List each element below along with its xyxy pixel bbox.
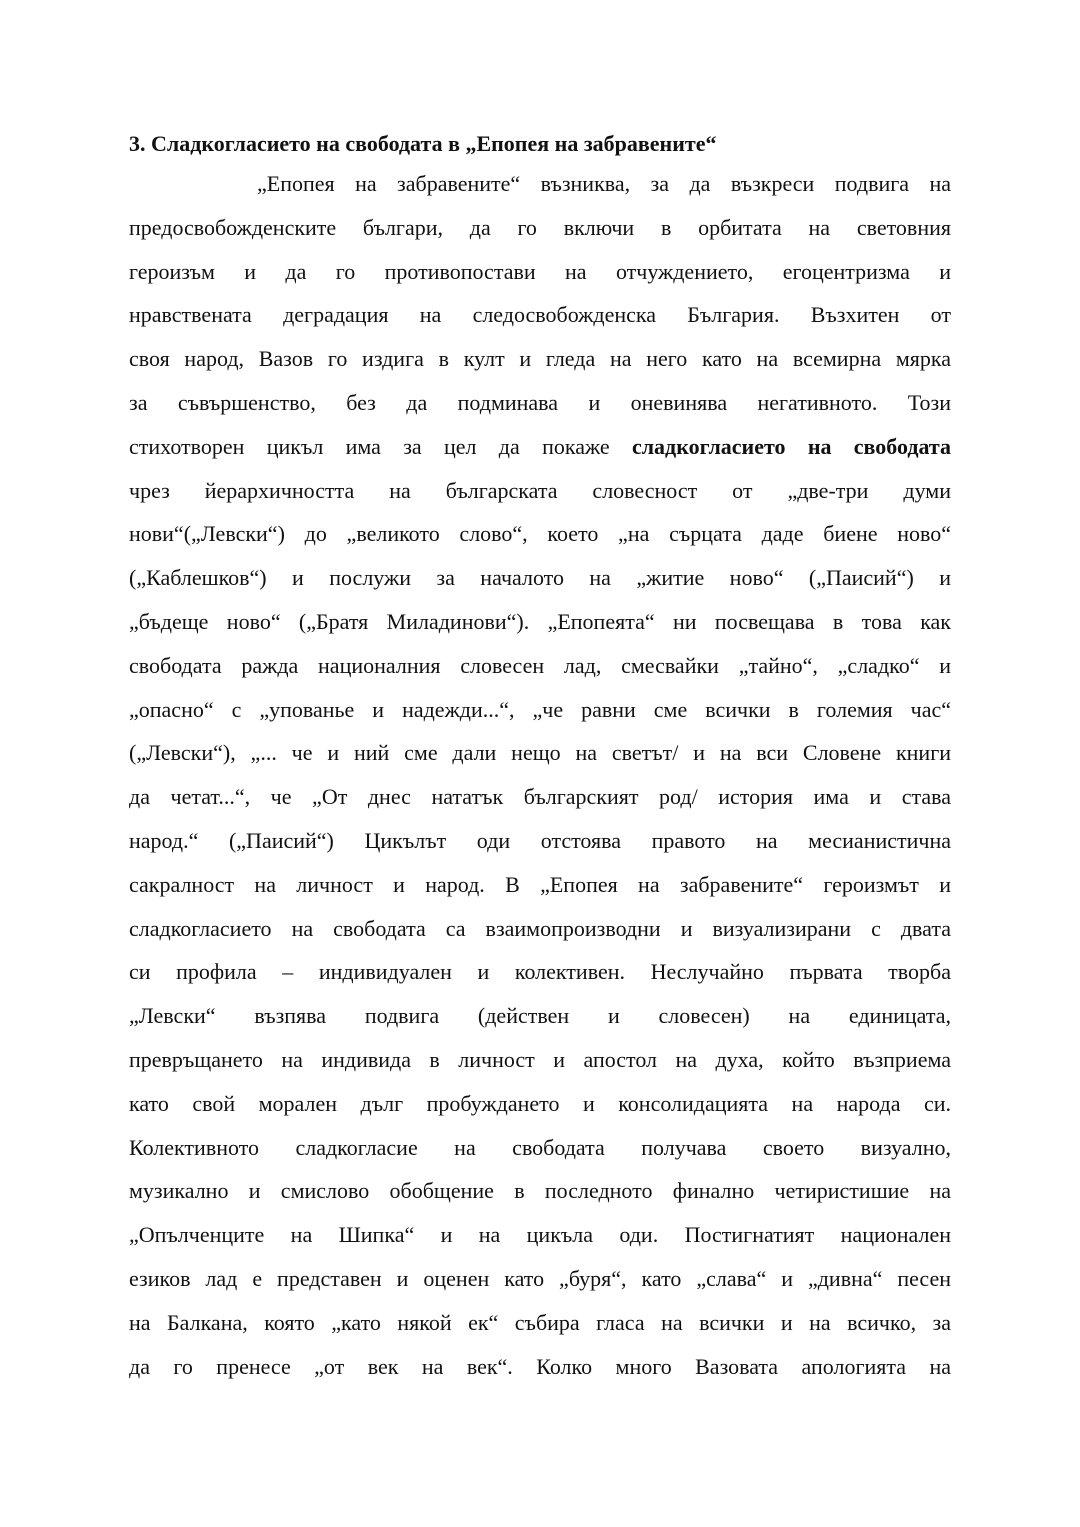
text-line: на Балкана, която „като някой ек“ събира гласа на всички и на всичко, за: [129, 1309, 951, 1335]
text-segment: стихотворен цикъл има за цел да покаже: [129, 433, 610, 459]
emphasized-phrase: сладкогласието на свободата: [631, 433, 951, 459]
text-line: нови“(„Левски“) до „великото слово“, което „на сърцата даде биене ново“: [129, 521, 951, 547]
text-line: сакралност на личност и народ. В „Епопея на забравените“ героизмът и: [129, 871, 951, 897]
text-line: музикално и смислово обобщение в последното финално четиристишие на: [129, 1178, 951, 1204]
text-line: „Левски“ възпява подвига (действен и словесен) на единицата,: [129, 1003, 951, 1029]
text-line: за съвършенство, без да подминава и оневинява негативното. Този: [129, 389, 951, 415]
text-line: да четат...“, че „От днес нататък българският род/ история има и става: [129, 784, 951, 810]
text-line: героизъм и да го противопостави на отчуждението, егоцентризма и: [129, 258, 951, 284]
text-line: да го пренесе „от век на век“. Колко много Вазовата апологията на: [129, 1353, 951, 1379]
text-line: си профила – индивидуален и колективен. Неслучайно първата творба: [129, 959, 951, 985]
text-line-with-emphasis: [129, 425, 951, 469]
text-line: народ.“ („Паисий“) Цикълът оди отстоява правото на месианистична: [129, 827, 951, 853]
text-line: „Опълченците на Шипка“ и на цикъла оди. Постигнатият национален: [129, 1222, 951, 1248]
text-line: „опасно“ с „упованье и надежди...“, „че равни сме всички в големия час“: [129, 696, 951, 722]
body-paragraph: [129, 162, 951, 1388]
text-line: своя народ, Вазов го издига в култ и гледа на него като на всемирна мярка: [129, 346, 951, 372]
text-line: езиков лад е представен и оценен като „буря“, като „слава“ и „дивна“ песен: [129, 1265, 951, 1291]
text-line: като свой морален дълг пробуждането и консолидацията на народа си.: [129, 1090, 951, 1116]
text-line: („Каблешков“) и послужи за началото на „житие ново“ („Паисий“) и: [129, 565, 951, 591]
text-line: чрез йерархичността на българската словесност от „две-три думи: [129, 477, 951, 503]
text-line: нравствената деградация на следосвобожденска България. Възхитен от: [129, 302, 951, 328]
section-heading: 3. Сладкогласието на свободата в „Епопея на забравените“: [129, 131, 717, 156]
text-line: свободата ражда националния словесен лад, смесвайки „тайно“, „сладко“ и: [129, 652, 951, 678]
text-line: превръщането на индивида в личност и апостол на духа, който възприема: [129, 1046, 951, 1072]
text-line: („Левски“), „... че и ний сме дали нещо на светът/ и на вси Словене книги: [129, 740, 951, 766]
text-line: „бъдеще ново“ („Братя Миладинови“). „Епопеята“ ни посвещава в това как: [129, 608, 951, 634]
text-line: сладкогласието на свободата са взаимопроизводни и визуализирани с двата: [129, 915, 951, 941]
page-content: [129, 126, 951, 1388]
text-line: Колективното сладкогласие на свободата получава своето визуално,: [129, 1134, 951, 1160]
text-line: „Епопея на забравените“ възниква, за да възкреси подвига на: [257, 171, 951, 196]
text-line: предосвобожденските българи, да го включи в орбитата на световния: [129, 214, 951, 240]
